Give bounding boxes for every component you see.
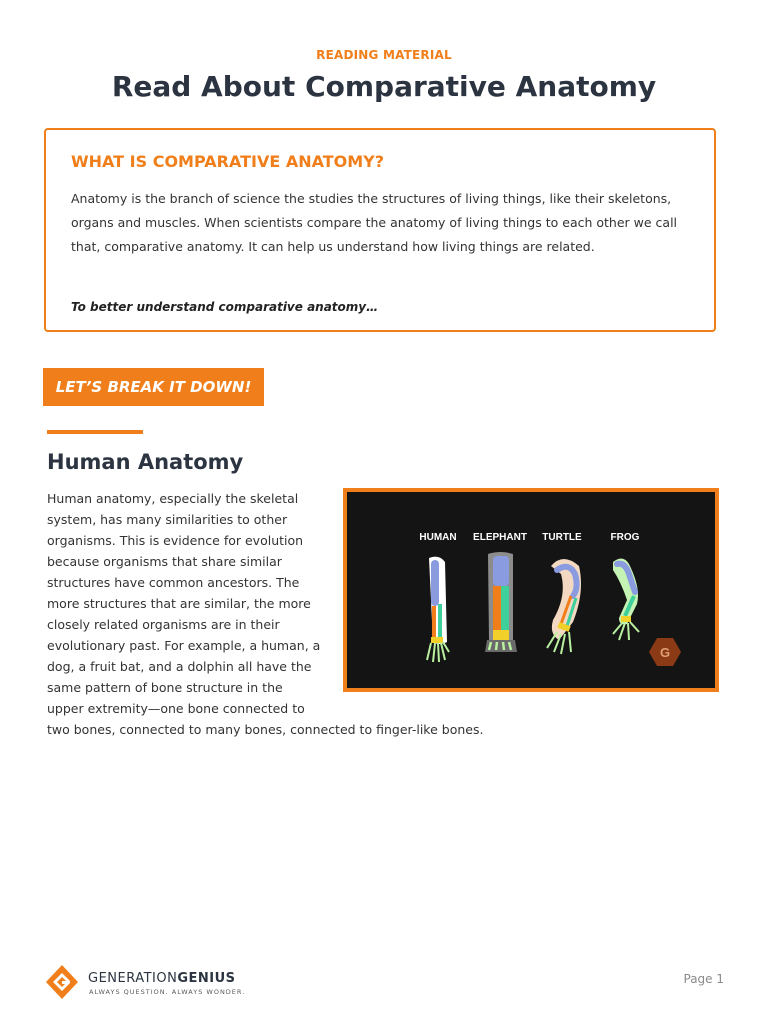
figure-label-elephant: ELEPHANT [473,532,527,543]
generation-genius-logo-icon [44,964,80,1000]
page-title: Read About Comparative Anatomy [111,70,657,103]
figure-watermark-logo [649,638,681,666]
figure-label-human: HUMAN [419,532,457,543]
intro-callout-box [44,128,716,332]
figure-label-frog: FROG [610,532,640,543]
intro-heading: WHAT IS COMPARATIVE ANATOMY? [71,152,385,171]
footer-brand-bold: GENIUS [177,971,236,986]
section-content [47,488,719,740]
footer-brand [88,971,236,986]
intro-lead: To better understand comparative anatomy… [71,300,379,314]
reading-material-label: READING MATERIAL [316,48,452,62]
turtle-limb [547,559,581,654]
page-number: Page 1 [683,972,724,986]
break-it-down-badge: LET’S BREAK IT DOWN! [43,368,264,406]
section-title: Human Anatomy [47,450,244,474]
limb-comparison-figure [343,488,719,692]
frog-limb [613,558,639,640]
elephant-limb [485,552,517,652]
section-divider [47,430,143,434]
section-body: Human anatomy, especially the skeletal system, has many similarities to other organisms. This is evidence for evolution because organisms that share similar structures have common ancestors. The more structures that are similar, the more closely related organisms are in their evolutionary past. For example, a human, a dog, a fruit bat, and a dolphin all have the same pattern of bone structure in the upper extremity—one bone connected to two bones, connected to many bones, connected to finger-like bones. [47,491,484,737]
svg-text:G: G [659,645,671,660]
human-limb [427,557,449,662]
footer-brand-light: GENERATION [88,971,178,986]
limb-comparison-illustration [347,492,715,688]
footer-tagline: ALWAYS QUESTION. ALWAYS WONDER. [89,988,246,996]
figure-label-turtle: TURTLE [542,532,582,543]
intro-body: Anatomy is the branch of science the studies the structures of living things, like their skeletons, organs and muscles. When scientists compare the anatomy of living things to each other we call that, comparative anatomy. It can help us understand how living things are related. [71,191,678,254]
